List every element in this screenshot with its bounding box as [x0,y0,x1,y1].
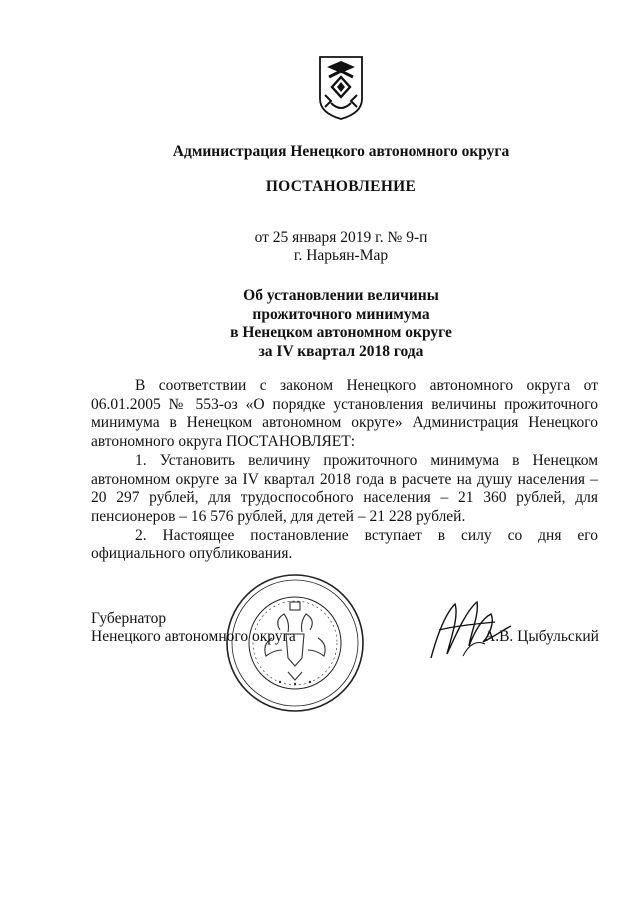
preamble-paragraph: В соответствии с законом Ненецкого автономного округа от 06.01.2005 № 553-оз «О порядке установления величины прожиточного минимума в Ненецком автономном округе» Администрация Ненецкого автономного округа ПОСТАНОВЛЯЕТ: [91,377,598,451]
signatory-title-line2: Ненецкого автономного округа [91,628,296,645]
document-title [0,287,640,361]
title-line: в Ненецком автономном округе [230,324,452,341]
document-body [91,377,598,564]
signatory-name: А.В. Цыбульский [484,628,599,645]
coat-of-arms-icon [317,55,365,121]
document-date-number: от 25 января 2019 г. № 9-п [254,229,428,246]
title-line: за IV квартал 2018 года [258,342,424,360]
item-1-paragraph: 1. Установить величину прожиточного минимума в Ненецком автономном округе за IV квартал 2018 года в расчете на душу населения – 20 297 рублей, для трудоспособного населения – 21 360 рублей, для пенсионеров – 16 576 рублей, для детей – 21 228 рублей. [91,451,598,525]
organization-name: Администрация Ненецкого автономного округа [172,143,510,160]
document-city: г. Нарьян-Мар [293,247,389,264]
signatory-title-line1: Губернатор [91,610,167,627]
title-line: прожиточного минимума [252,305,430,323]
item-2-paragraph: 2. Настоящее постановление вступает в силу со дня его официального опубликования. [91,526,598,563]
title-line: Об установлении величины [243,287,439,304]
document-type: ПОСТАНОВЛЕНИЕ [265,178,417,195]
